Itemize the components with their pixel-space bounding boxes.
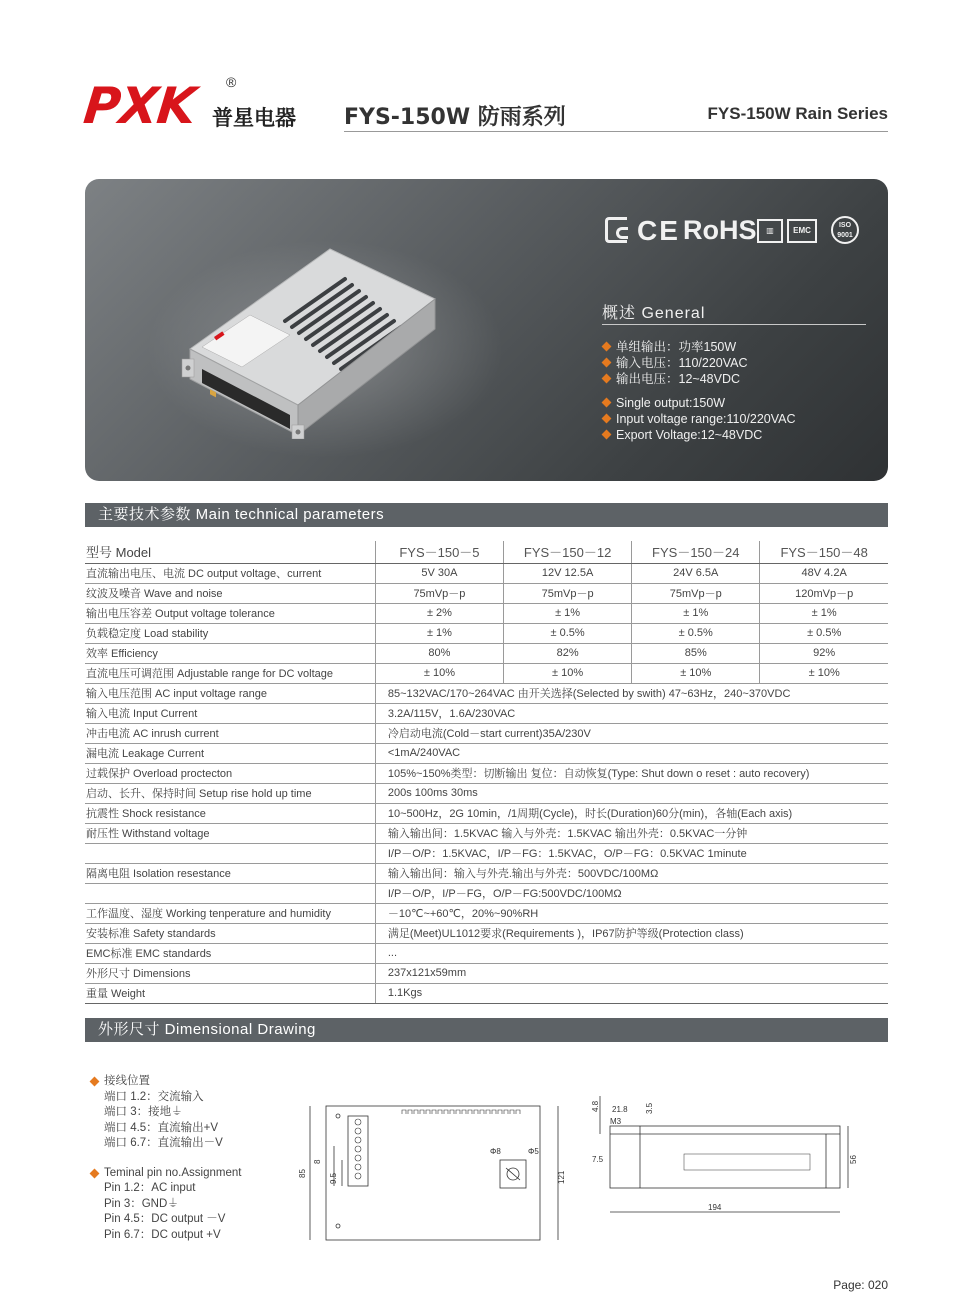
page-title-en: FYS-150W Rain Series	[707, 104, 888, 123]
param-label: 重量 Weight	[85, 983, 375, 1003]
dim-label: 9.5	[329, 1172, 338, 1184]
param-label	[85, 883, 375, 903]
dim-label: 121	[557, 1170, 566, 1184]
param-value: ± 0.5%	[760, 623, 888, 643]
dimensional-drawing	[296, 1086, 892, 1246]
param-value: 24V 6.5A	[632, 563, 760, 583]
table-row	[85, 903, 888, 923]
bullet-item: 输入电压：110/220VAC	[602, 355, 872, 371]
table-row	[85, 683, 888, 703]
param-label: 输入电压范围 AC input voltage range	[85, 683, 375, 703]
bullet-item: Export Voltage:12~48VDC	[602, 427, 872, 443]
dim-label: 21.8	[612, 1105, 628, 1114]
param-value: 48V 4.2A	[760, 563, 888, 583]
general-heading: 概述 General	[602, 305, 706, 322]
kc-mark-icon	[605, 217, 627, 243]
param-value-wide: 105%~150%类型：切断输出 复位：自动恢复(Type: Shut down o reset : auto recovery)	[375, 763, 888, 783]
table-row	[85, 983, 888, 1003]
table-row	[85, 883, 888, 903]
param-label: 隔离电阻 Isolation resestance	[85, 863, 375, 883]
param-label: 工作温度、湿度 Working tenperature and humidity	[85, 903, 375, 923]
param-value: 12V 12.5A	[504, 563, 632, 583]
param-value: ± 1%	[632, 603, 760, 623]
param-value-wide: 3.2A/115V，1.6A/230VAC	[375, 703, 888, 723]
bullet-item: Input voltage range:110/220VAC	[602, 411, 872, 427]
terminal-line: 端口 6.7：直流输出－V	[104, 1137, 223, 1149]
param-value: ± 10%	[504, 663, 632, 683]
param-value: 75mVp－p	[504, 583, 632, 603]
param-value-wide: ...	[375, 943, 888, 963]
ce-mark: CE	[637, 215, 680, 246]
emc-mark: EMC	[787, 219, 817, 243]
param-value-wide: －10℃~+60℃，20%~90%RH	[375, 903, 888, 923]
table-row	[85, 603, 888, 623]
terminal-assignment	[90, 1074, 300, 1243]
table-row	[85, 763, 888, 783]
terminal-title-cn: 接线位置	[90, 1074, 300, 1090]
param-value: ± 0.5%	[504, 623, 632, 643]
table-row	[85, 963, 888, 983]
param-label: 漏电流 Leakage Current	[85, 743, 375, 763]
param-value-wide: 237x121x59mm	[375, 963, 888, 983]
table-row	[85, 783, 888, 803]
general-divider	[602, 324, 866, 325]
terminal-line	[90, 1197, 300, 1213]
table-row	[85, 583, 888, 603]
terminal-line-text: 端口 3：接地	[104, 1106, 172, 1118]
terminal-line: 端口 1.2：交流输入	[104, 1090, 204, 1103]
table-row	[85, 943, 888, 963]
param-value-wide: I/P－O/P，I/P－FG，O/P－FG:500VDC/100MΩ	[375, 883, 888, 903]
bullet-item: 单组输出：功率150W	[602, 339, 872, 355]
table-row	[85, 923, 888, 943]
dim-label: Φ5	[528, 1147, 539, 1156]
table-row	[85, 863, 888, 883]
terminal-line: Pin 4.5：DC output －V	[104, 1213, 226, 1225]
param-label: 启动、长升、保持时间 Setup rise hold up time	[85, 783, 375, 803]
iso-mark: ISO 9001	[831, 216, 859, 244]
param-label: 安装标准 Safety standards	[85, 923, 375, 943]
param-value: 82%	[504, 643, 632, 663]
param-value: 75mVp－p	[375, 583, 503, 603]
param-value: 5V 30A	[375, 563, 503, 583]
param-value: 120mVp－p	[760, 583, 888, 603]
param-label: 抗震性 Shock resistance	[85, 803, 375, 823]
brand-logo	[80, 74, 314, 135]
param-value-wide: I/P－O/P：1.5KVAC，I/P－FG：1.5KVAC，O/P－FG：0.5KVAC 1minute	[375, 843, 888, 863]
dim-label: 3.5	[645, 1102, 654, 1114]
hero-banner	[85, 179, 888, 481]
param-value: ± 1%	[760, 603, 888, 623]
param-value-wide: 200s 100ms 30ms	[375, 783, 888, 803]
param-value-wide: 冷启动电流(Cold－start current)35A/230V	[375, 723, 888, 743]
front-view	[310, 1106, 558, 1240]
model-cell: FYS－150－48	[760, 541, 888, 563]
table-row	[85, 823, 888, 843]
param-value: ± 10%	[375, 663, 503, 683]
param-label: 纹波及噪音 Wave and noise	[85, 583, 375, 603]
dim-label: 194	[708, 1203, 722, 1212]
table-row	[85, 843, 888, 863]
tuv-mark-icon: ▥	[757, 219, 783, 243]
param-label: 直流输出电压、电流 DC output voltage、current	[85, 563, 375, 583]
table-row	[85, 643, 888, 663]
param-value: ± 10%	[632, 663, 760, 683]
param-value-wide: 输入输出间：输入与外壳.输出与外壳：500VDC/100MΩ	[375, 863, 888, 883]
param-value-wide: 满足(Meet)UL1012要求(Requirements )，IP67防护等级(Protection class)	[375, 923, 888, 943]
section-bar-drawing: 外形尺寸 Dimensional Drawing	[85, 1018, 888, 1042]
model-cell: FYS－150－5	[375, 541, 503, 563]
dim-label: 85	[298, 1169, 307, 1178]
terminal-title-en: Teminal pin no.Assignment	[90, 1166, 300, 1182]
param-label: 耐压性 Withstand voltage	[85, 823, 375, 843]
table-header-row	[85, 541, 888, 563]
param-value: ± 1%	[504, 603, 632, 623]
ground-icon: ⏚	[167, 1197, 179, 1210]
terminal-line-text: Pin 3：GND	[104, 1197, 168, 1210]
table-row	[85, 663, 888, 683]
param-value: ± 2%	[375, 603, 503, 623]
param-value-wide: <1mA/240VAC	[375, 743, 888, 763]
table-row	[85, 703, 888, 723]
brand-chinese-name: 普星电器	[212, 106, 296, 130]
dim-label: 7.5	[592, 1155, 604, 1164]
table-row	[85, 803, 888, 823]
ground-icon: ⏚	[171, 1106, 183, 1118]
registered-mark: ®	[226, 74, 237, 90]
param-label: 外形尺寸 Dimensions	[85, 963, 375, 983]
bullet-item: 输出电压：12~48VDC	[602, 371, 872, 387]
dim-label: M3	[610, 1117, 622, 1126]
param-value-wide: 85~132VAC/170~264VAC 由开关选择(Selected by swith) 47~63Hz，240~370VDC	[375, 683, 888, 703]
terminal-line: 端口 4.5：直流输出+V	[104, 1121, 219, 1134]
param-value: 92%	[760, 643, 888, 663]
param-value-wide: 1.1Kgs	[375, 983, 888, 1003]
title-divider	[344, 131, 888, 132]
page-number: Page: 020	[833, 1278, 888, 1292]
param-label: 直流电压可调范围 Adjustable range for DC voltage	[85, 663, 375, 683]
param-label: 冲击电流 AC inrush current	[85, 723, 375, 743]
param-value: 75mVp－p	[632, 583, 760, 603]
table-row	[85, 743, 888, 763]
dim-label: 4.8	[591, 1100, 600, 1112]
certification-marks	[605, 215, 865, 247]
param-value: 80%	[375, 643, 503, 663]
dim-label: 8	[313, 1159, 322, 1164]
param-label: EMC标准 EMC standards	[85, 943, 375, 963]
model-cell: FYS－150－12	[504, 541, 632, 563]
model-cell: FYS－150－24	[632, 541, 760, 563]
terminal-line: Pin 6.7：DC output +V	[104, 1228, 221, 1241]
table-row	[85, 723, 888, 743]
param-value-wide: 输入输出间：1.5KVAC 输入与外壳：1.5KVAC 输出外壳：0.5KVAC一分钟	[375, 823, 888, 843]
model-label: 型号 Model	[85, 541, 375, 563]
param-value: ± 0.5%	[632, 623, 760, 643]
table-row	[85, 623, 888, 643]
spec-table	[85, 541, 888, 1004]
side-view	[600, 1096, 848, 1212]
dim-label: 56	[849, 1155, 858, 1164]
param-value: 85%	[632, 643, 760, 663]
page-title-cn: FYS-150W 防雨系列	[344, 105, 566, 130]
param-label: 输入电流 Input Current	[85, 703, 375, 723]
dim-label: Φ8	[490, 1147, 501, 1156]
param-value: ± 1%	[375, 623, 503, 643]
param-label: 过载保护 Overload proctecton	[85, 763, 375, 783]
param-label: 效率 Efficiency	[85, 643, 375, 663]
general-bullet-list	[602, 339, 872, 443]
rohs-mark: RoHS	[683, 215, 757, 245]
brand-mark: PXK	[80, 77, 199, 135]
section-bar-parameters: 主要技术参数 Main technical parameters	[85, 503, 888, 527]
table-row	[85, 563, 888, 583]
param-label	[85, 843, 375, 863]
param-value-wide: 10~500Hz，2G 10min，/1周期(Cycle)，时长(Duration)60分(min)，各轴(Each axis)	[375, 803, 888, 823]
bullet-item: Single output:150W	[602, 395, 872, 411]
power-supply-icon	[180, 229, 440, 439]
param-label: 负载稳定度 Load stability	[85, 623, 375, 643]
param-label: 输出电压容差 Output voltage tolerance	[85, 603, 375, 623]
terminal-line	[90, 1105, 300, 1121]
param-value: ± 10%	[760, 663, 888, 683]
terminal-line: Pin 1.2：AC input	[104, 1182, 196, 1194]
